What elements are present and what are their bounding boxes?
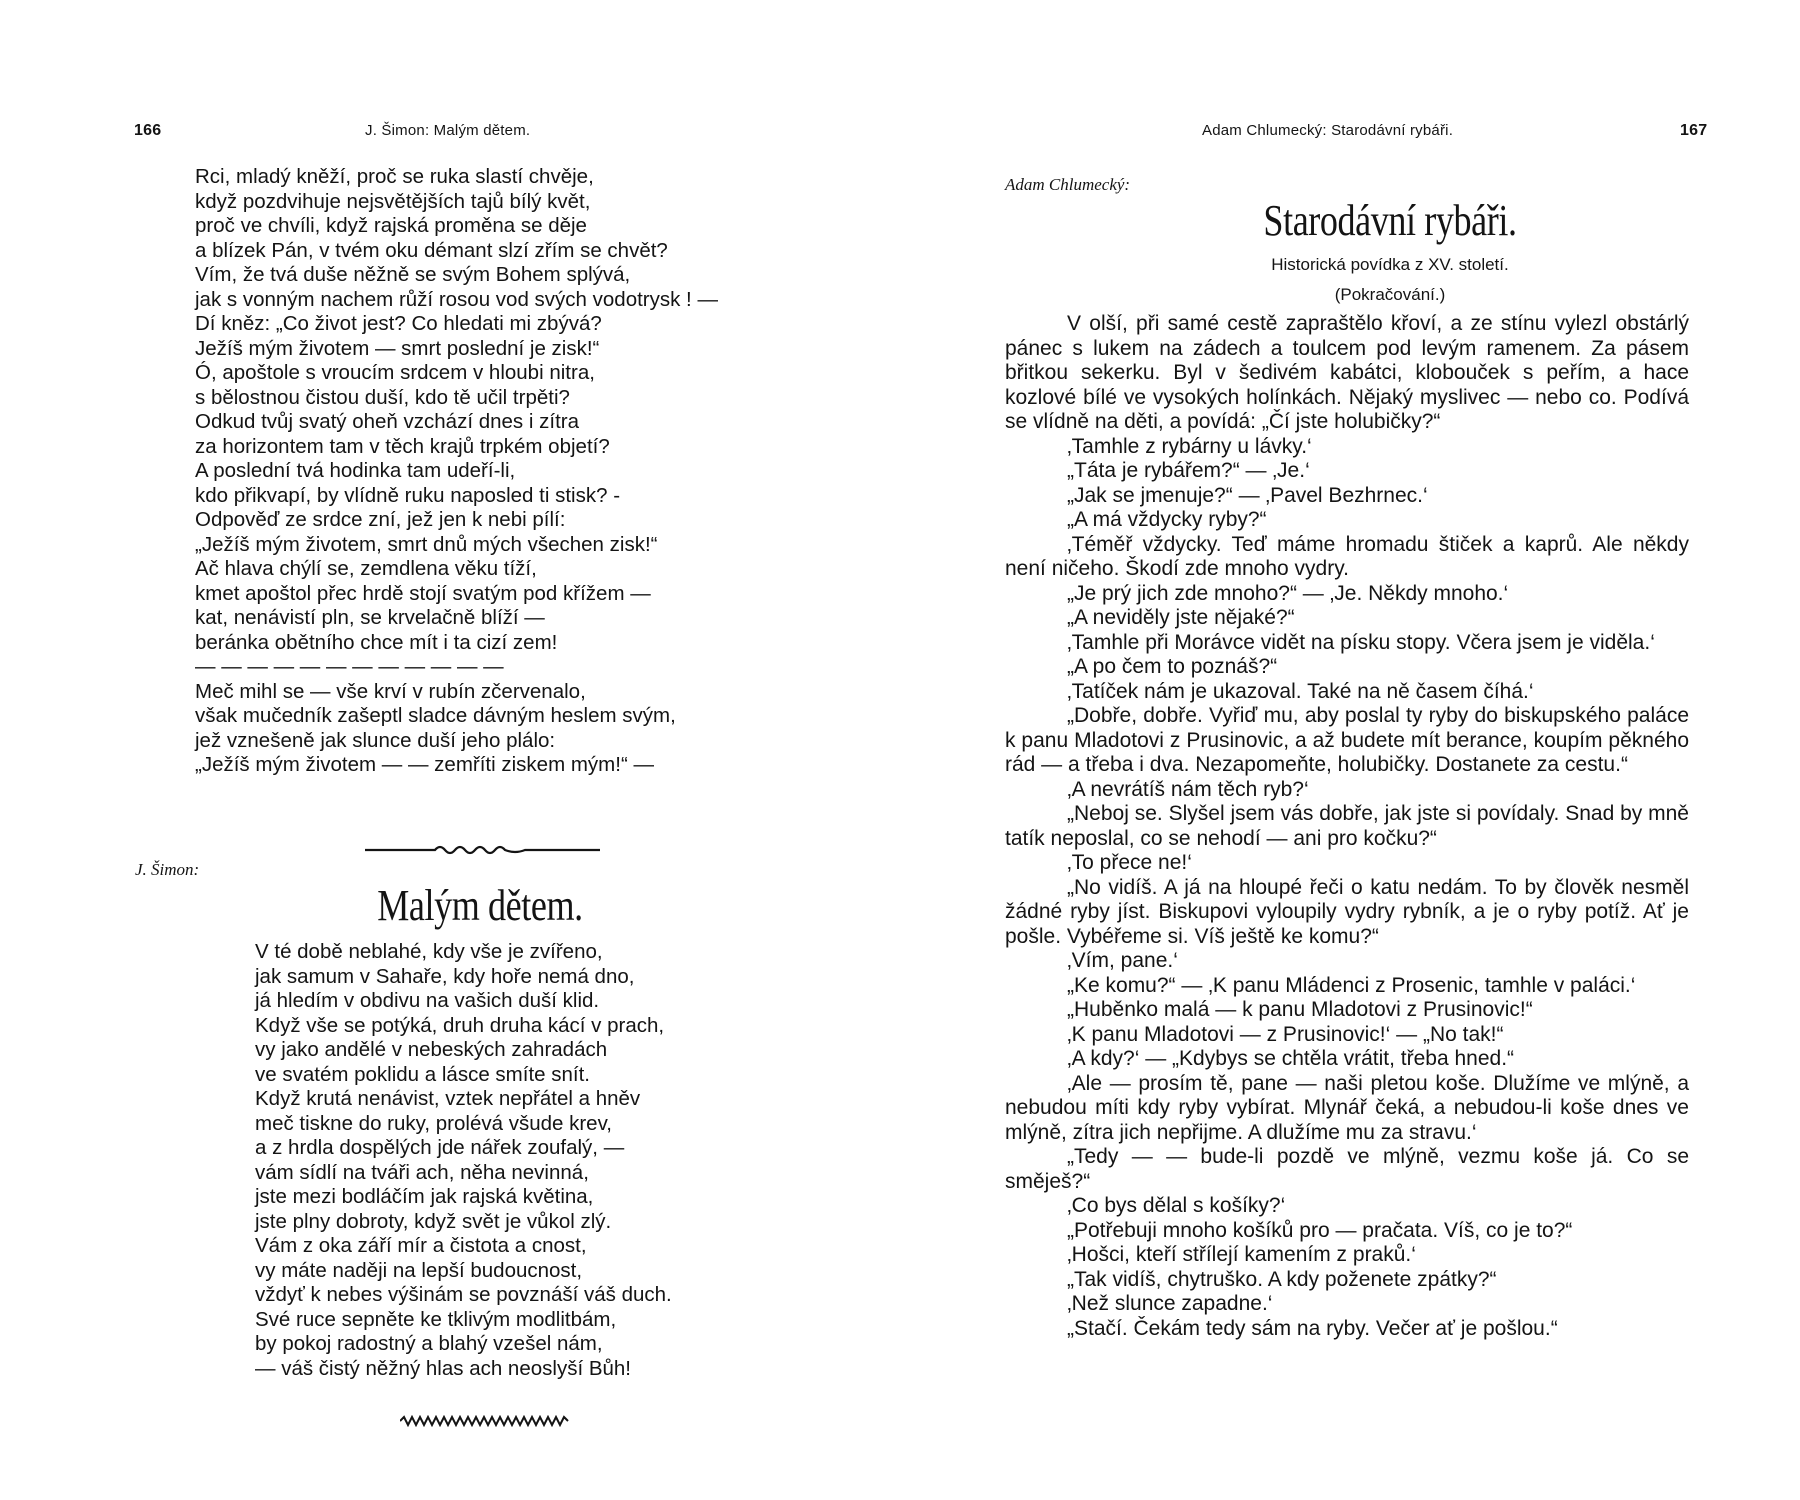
dash-separator: — — — — — — — — — — — — (195, 655, 504, 678)
paragraph: ‚Hošci, kteří střílejí kamením z praků.‘ (1067, 1243, 1416, 1266)
poem-line: vy jako andělé v nebeských zahradách (255, 1038, 608, 1061)
poem-line: kat, nenávistí pln, se krvelačně blíží — (195, 606, 545, 629)
paragraph: ‚Ale — prosím tě, pane — naši pletou koše. Dlužíme ve mlýně, a nebudou míti kdy ryby vybírat. Mlynář čeká, a nebudou-li koše dnes ve mlýně, zítra jich nepřijme. A dlužíme mu za stravu.‘ (1005, 1071, 1689, 1144)
running-head: Adam Chlumecký: Starodávní rybáři. (1202, 122, 1454, 139)
paragraph: „Tak vidíš, chytruško. A kdy poženete zpátky?“ (1067, 1267, 1497, 1291)
continuation-note: (Pokračování.) (1334, 285, 1446, 304)
story-subtitle: Historická povídka z XV. století. (1271, 255, 1509, 274)
wavy-ornament-icon (365, 840, 600, 860)
poem-line: Své ruce sepněte ke tklivým modlitbám, (255, 1307, 617, 1331)
poem-line: Vám z oka září mír a čistota a cnost, (255, 1234, 587, 1257)
paragraph: ‚Co bys dělal s košíky?‘ (1067, 1194, 1286, 1217)
poem-line: Odpověď ze srdce zní, jež jen k nebi pílí: (195, 508, 566, 531)
paragraph: ‚To přece ne!‘ (1067, 851, 1192, 874)
poem-line: Když krutá nenávist, vztek nepřátel a hněv (255, 1087, 641, 1110)
poem-line: kmet apoštol přec hrdě stojí svatým pod křížem — (195, 581, 651, 605)
paragraph: „Táta je rybářem?“ — ‚Je.‘ (1067, 459, 1310, 482)
running-head: J. Šimon: Malým dětem. (365, 122, 531, 139)
poem-line: vždyť k nebes výšinám se povznáší váš duch. (255, 1283, 672, 1306)
paragraph: „A neviděly jste nějaké?“ (1067, 606, 1295, 629)
poem-line: však mučedník zašeptl sladce dávným heslem svým, (195, 704, 676, 727)
poem-line: Když vše se potýká, druh druha kácí v prach, (255, 1013, 665, 1037)
paragraph: „Ke komu?“ — ‚K panu Mládenci z Prosenic, tamhle v paláci.‘ (1067, 973, 1636, 997)
poem-line: — váš čistý něžný hlas ach neoslyší Bůh! (255, 1356, 632, 1380)
paragraph: „Tedy — — bude-li pozdě ve mlýně, vezmu koše já. Co se směješ?“ (1005, 1145, 1689, 1193)
paragraph: „Je prý jich zde mnoho?“ — ‚Je. Někdy mnoho.‘ (1067, 581, 1509, 605)
poem-line: beránka obětního chce mít i ta cizí zem! (195, 630, 558, 654)
zigzag-ornament-icon (400, 1415, 570, 1427)
poem-line: jak samum v Sahaře, kdy hoře nemá dno, (255, 964, 635, 988)
poem2-title: Malým dětem. (377, 881, 583, 930)
paragraph: ‚Vím, pane.‘ (1067, 949, 1178, 972)
paragraph: ‚Tamhle při Morávce vidět na písku stopy. Včera jsem je viděla.‘ (1067, 630, 1655, 654)
paragraph: ‚Tatíček nám je ukazoval. Také na ně časem číhá.‘ (1067, 679, 1534, 703)
poem-line: vy máte naději na lepší budoucnost, (255, 1258, 583, 1282)
poem-line: a z hrdla dospělých jde nářek zoufalý, — (255, 1136, 625, 1159)
paragraph: ‚Téměř vždycky. Teď máme hromadu štiček a kaprů. Ale někdy není ničeho. Škodí zde mnoho vydry. (1005, 532, 1689, 580)
poem-line: a blízek Pán, v tvém oku démant slzí zřím se chvět? (195, 238, 668, 262)
paragraph: „Stačí. Čekám tedy sám na ryby. Večer ať je pošlou.“ (1067, 1316, 1558, 1340)
poem-line: jež vznešeně jak slunce duší jeho plálo: (195, 728, 556, 752)
poem-line: já hledím v obdivu na vašich duší klid. (255, 989, 600, 1012)
poem-line: meč tiskne do ruky, prolévá všude krev, (255, 1111, 612, 1135)
poem-line: ve svatém poklidu a lásce smíte snít. (255, 1062, 590, 1086)
paragraph: ‚Než slunce zapadne.‘ (1067, 1292, 1273, 1315)
poem-line: Ó, apoštole s vroucím srdcem v hloubi nitra, (195, 361, 595, 384)
paragraph: „Dobře, dobře. Vyřiď mu, aby poslal ty ryby do biskupského paláce k panu Mladotovi z Prusinovic, a až budete mít berance, koupím pěkného rád — a třeba i dva. Nezapomeňte, holubičky. Dostanete za cestu.“ (1005, 704, 1689, 776)
right-page (900, 0, 1800, 1500)
story-title: Starodávní rybáři. (1263, 196, 1517, 245)
poem-line: A poslední tvá hodinka tam udeří-li, (195, 459, 516, 482)
poem-line: Dí kněz: „Co život jest? Co hledati mi zbývá? (195, 312, 602, 335)
poem-line: proč ve chvíli, když rajská proměna se děje (195, 214, 587, 237)
poem-line: jste plny dobroty, když svět je vůkol zlý. (255, 1209, 612, 1233)
poem-line: V té době neblahé, kdy vše je zvířeno, (255, 940, 603, 963)
poem-line: Odkud tvůj svatý oheň vzchází dnes i zítra (195, 410, 579, 433)
poem-line: „Ježíš mým životem, smrt dnů mých všechen zisk!“ (195, 532, 658, 556)
poem-line: vám sídlí na tváři ach, něha nevinná, (255, 1160, 589, 1184)
paragraph: ‚K panu Mladotovi — z Prusinovic!‘ — „No tak!“ (1067, 1022, 1504, 1046)
poem-line: Rci, mladý kněží, proč se ruka slastí chvěje, (195, 165, 594, 188)
paragraph: „No vidíš. A já na hloupé řeči o katu nedám. To by člověk nesměl žádné ryby jíst. Biskupovi vyloupily vydry rybník, a je o ryby potíž. Ať je pošle. Vybéřeme si. Víš ještě ke komu?“ (1005, 875, 1689, 948)
paragraph: ‚A nevrátíš nám těch ryb?‘ (1067, 777, 1309, 801)
poem-line: jak s vonným nachem růží rosou vod svých vodotrysk ! — (195, 287, 718, 311)
poem-line: když pozdvihuje nejsvětějších tajů bílý květ, (195, 189, 591, 213)
poem2-body (255, 940, 755, 1381)
story-text (1005, 312, 1689, 1341)
page-number: 166 (134, 122, 162, 139)
poem-line: by pokoj radostný a blahý vzešel nám, (255, 1332, 603, 1355)
poem-line: za horizontem tam v těch krajů trpkém objetí? (195, 434, 610, 458)
story-author: Adam Chlumecký: (1005, 175, 1131, 194)
poem-line: s bělostnou čistou duší, kdo tě učil trpěti? (195, 385, 570, 409)
poem-line: Vím, že tvá duše něžně se svým Bohem splývá, (195, 263, 631, 286)
paragraph: „A má vždycky ryby?“ (1067, 508, 1267, 531)
poem1-body (195, 165, 775, 778)
paragraph: V olší, při samé cestě zapraštělo křoví, a ze stínu vylezl obstárlý pánec s lukem na zádech a toulcem pod levým ramenem. Za pásem břitkou sekerku. Byl v šedivém kabátci, klobouček s peřím, a hace kozlové bílé ve vysokých holínkách. Nějaký myslivec — nebo co. Podívá se vlídně na děti, a povídá: „Čí jste holubičky?“ (1005, 312, 1689, 433)
paragraph: ‚A kdy?‘ — „Kdybys se chtěla vrátit, třeba hned.“ (1067, 1047, 1515, 1070)
paragraph: „Jak se jmenuje?“ — ‚Pavel Bezhrnec.‘ (1067, 483, 1428, 507)
paragraph: „Neboj se. Slyšel jsem vás dobře, jak jste si povídaly. Snad by mně tatík neposlal, co se nehodí — ani pro kočku?“ (1005, 802, 1689, 850)
poem2-author: J. Šimon: (135, 860, 200, 879)
poem-line: Meč mihl se — vše krví v rubín zčervenalo, (195, 679, 586, 703)
paragraph: ‚Tamhle z rybárny u lávky.‘ (1067, 434, 1312, 458)
poem-line: jste mezi bodláčím jak rajská květina, (255, 1185, 594, 1208)
paragraph: „Huběnko malá — k panu Mladotovi z Prusinovic!“ (1067, 998, 1533, 1021)
page-number: 167 (1680, 122, 1708, 139)
paragraph: „Potřebuji mnoho košíků pro — pračata. Víš, co je to?“ (1067, 1218, 1573, 1242)
poem-line: Ač hlava chýlí se, zemdlena věku tíží, (195, 557, 537, 580)
paragraph: „A po čem to poznáš?“ (1067, 655, 1278, 678)
poem-line: kdo přikvapí, by vlídně ruku naposled ti stisk? - (195, 483, 621, 507)
poem-line: „Ježíš mým životem — — zemříti ziskem mým!“ — (195, 753, 654, 776)
poem-line: Ježíš mým životem — smrt poslední je zisk!“ (195, 336, 600, 360)
